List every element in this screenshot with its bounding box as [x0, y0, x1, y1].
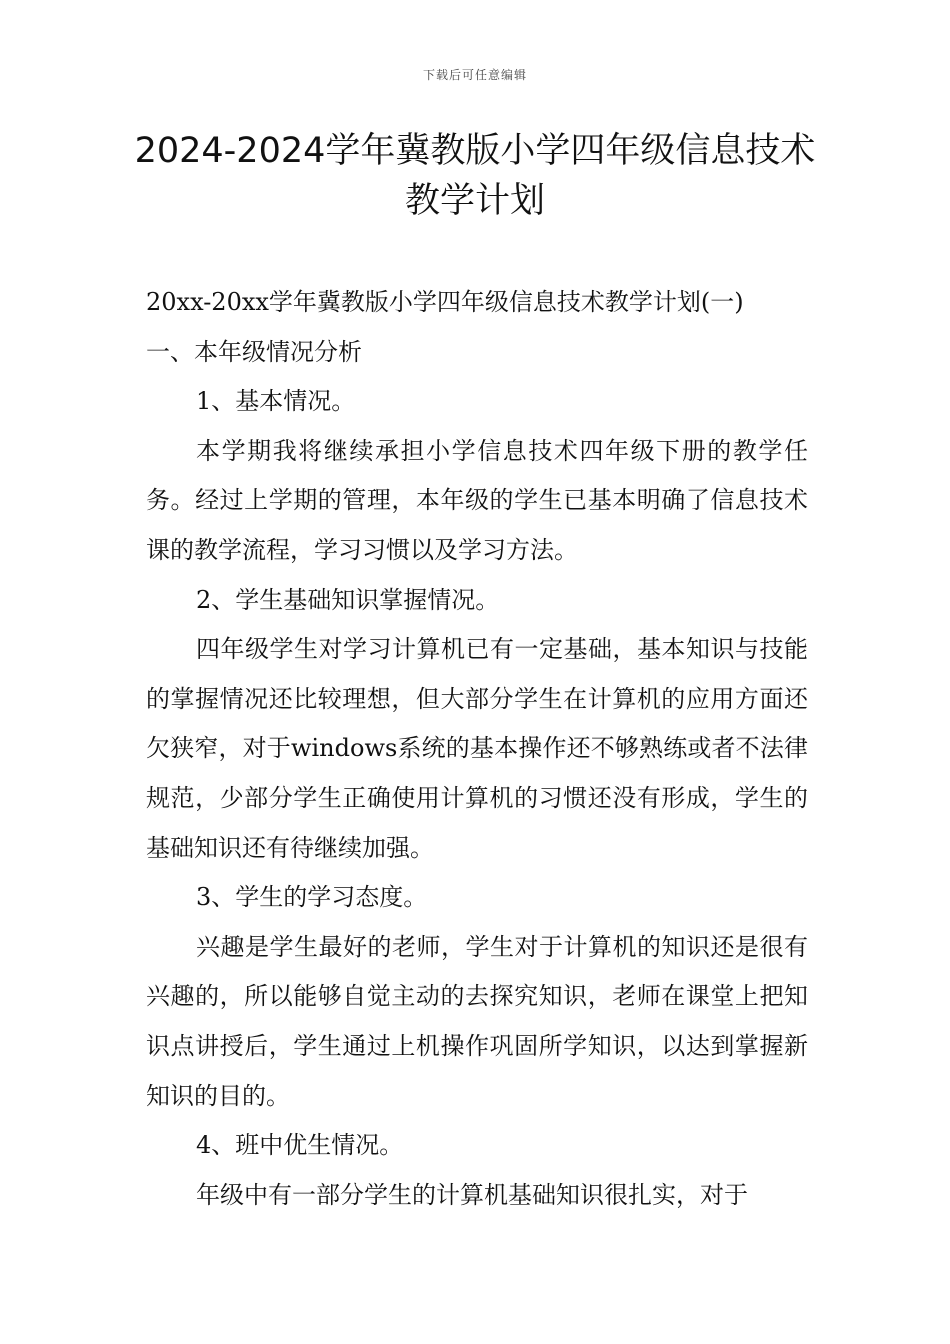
paragraph-top-students: 年级中有一部分学生的计算机基础知识很扎实，对于	[196, 1180, 748, 1209]
page-header-note: 下载后可任意编辑	[422, 68, 527, 82]
document-title-line-1: 2024-2024学年冀教版小学四年级信息技术	[134, 131, 816, 171]
section-heading: 一、本年级情况分析	[146, 337, 362, 366]
paragraph-basic-situation: 本学期我将继续承担小学信息技术四年级下册的教学任务。经过上学期的管理，本年级的学生已基本明确了信息技术课的教学流程，学习习惯以及学习方法。	[146, 436, 808, 564]
document-title	[120, 126, 830, 226]
paragraph-attitude: 兴趣是学生最好的老师，学生对于计算机的知识还是很有兴趣的，所以能够自觉主动的去探究知识，老师在课堂上把知识点讲授后，学生通过上机操作巩固所学知识，以达到掌握新知识的目的。	[146, 932, 808, 1110]
document-body	[146, 278, 808, 1220]
subheading-attitude: 3、学生的学习态度。	[196, 883, 428, 912]
document-title-line-2: 教学计划	[404, 181, 545, 221]
subheading-top-students: 4、班中优生情况。	[196, 1131, 404, 1160]
section-subtitle: 20xx-20xx学年冀教版小学四年级信息技术教学计划(一)	[146, 288, 744, 316]
subheading-basic-situation: 1、基本情况。	[196, 387, 356, 416]
subheading-knowledge: 2、学生基础知识掌握情况。	[196, 585, 500, 614]
paragraph-knowledge: 四年级学生对学习计算机已有一定基础，基本知识与技能的掌握情况还比较理想，但大部分学生在计算机的应用方面还欠狭窄，对于windows系统的基本操作还不够熟练或者不法律规范，少部分学生正确使用计算机的习惯还没有形成，学生的基础知识还有待继续加强。	[146, 635, 808, 862]
